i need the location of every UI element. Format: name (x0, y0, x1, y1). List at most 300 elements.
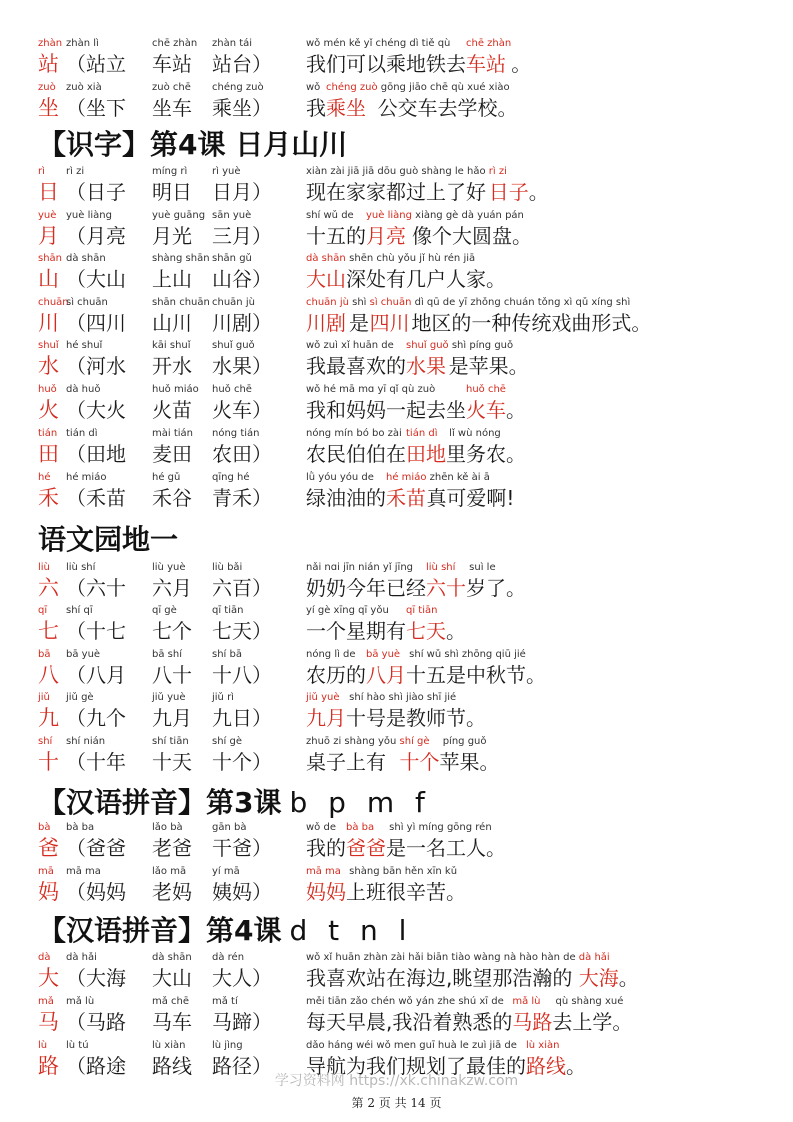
hanzi: 上山 (152, 267, 192, 291)
hanzi: 七天） (212, 619, 272, 643)
example-sentence (306, 340, 529, 380)
sentence-highlight (306, 692, 346, 732)
pinyin: gōng jiāo chē qù xué xiào (377, 82, 510, 93)
pinyin: tián dì (66, 428, 98, 439)
sentence-segment (306, 340, 406, 380)
hanzi: （十年 (66, 750, 126, 774)
hanzi: 马 (38, 1010, 59, 1034)
hanzi: 十个） (212, 750, 272, 774)
pinyin: sì chuān (66, 297, 108, 308)
vocab-character (38, 562, 59, 602)
hanzi: 农田） (212, 442, 272, 466)
hanzi: 我最喜欢的 (306, 354, 406, 378)
pinyin: lǐ wù nóng (446, 428, 501, 439)
hanzi: 路径） (212, 1054, 272, 1078)
vocab-character (38, 649, 59, 689)
pinyin: chē zhàn (466, 38, 512, 49)
hanzi: （六十 (66, 576, 126, 600)
pinyin: sān yuè (212, 210, 252, 221)
sentence-segment (378, 82, 518, 122)
hanzi: 禾 (38, 486, 59, 510)
pinyin: liù (38, 562, 50, 573)
hanzi: （爸爸 (66, 836, 126, 860)
hanzi: 大人） (212, 966, 272, 990)
vocab-word (152, 384, 199, 424)
pinyin: qīng hé (212, 472, 250, 483)
hanzi: 八月 (366, 663, 406, 687)
vocab-word (212, 253, 272, 293)
vocab-row (0, 297, 793, 341)
vocab-word (212, 384, 272, 424)
sentence-highlight (366, 649, 406, 689)
sentence-highlight (579, 952, 619, 992)
pinyin: lù tú (66, 1040, 89, 1051)
pinyin: rì yuè (212, 166, 241, 177)
pinyin: shān chuān (152, 297, 210, 308)
example-sentence (306, 605, 466, 645)
hanzi: 我的 (306, 836, 346, 860)
hanzi: 妈 (38, 880, 59, 904)
sentence-segment (346, 253, 506, 293)
pinyin: kāi shuǐ (152, 340, 191, 351)
hanzi: （十七 (66, 619, 126, 643)
pinyin: zhàn lì (66, 38, 99, 49)
hanzi: 爸 (38, 836, 59, 860)
pinyin: qī gè (152, 605, 177, 616)
pinyin: shuǐ guǒ (212, 340, 255, 351)
pinyin: yuè liàng (66, 210, 112, 221)
vocab-word (66, 472, 126, 512)
vocab-word (212, 736, 272, 776)
vocab-word (152, 166, 192, 206)
vocab-row (0, 996, 793, 1040)
pinyin: shuǐ guǒ (406, 340, 449, 351)
sentence-segment (511, 38, 531, 78)
pinyin: huǒ chē (466, 384, 506, 395)
hanzi: 我和妈妈一起去坐 (306, 398, 466, 422)
vocab-word (212, 210, 272, 250)
vocab-word (152, 428, 193, 468)
hanzi: 去上学。 (552, 1010, 633, 1034)
hanzi: 禾苗 (386, 486, 426, 510)
pinyin: píng guǒ (439, 736, 487, 747)
pinyin: zuò chē (152, 82, 191, 93)
pinyin: shuǐ (38, 340, 59, 351)
vocab-word (212, 866, 272, 906)
pinyin: zhàn (38, 38, 63, 49)
vocab-word (66, 210, 126, 250)
hanzi: （八月 (66, 663, 126, 687)
pinyin: yí gè xīng qī yǒu (306, 605, 392, 616)
pinyin: lù jìng (212, 1040, 243, 1051)
example-sentence (306, 822, 506, 862)
hanzi: 是一名工人。 (386, 836, 506, 860)
hanzi: 苹果。 (439, 750, 500, 774)
pinyin: nóng lì de (306, 649, 359, 660)
hanzi: 路 (38, 1054, 59, 1078)
vocab-word (152, 210, 205, 250)
hanzi: （田地 (66, 442, 126, 466)
vocab-row (0, 253, 793, 297)
vocab-word (212, 692, 272, 732)
hanzi: 明日 (152, 180, 192, 204)
vocab-word (152, 649, 192, 689)
vocab-word (66, 82, 126, 122)
pinyin: lù xiàn (526, 1040, 560, 1051)
sentence-segment (306, 472, 386, 512)
vocab-row (0, 340, 793, 384)
example-sentence (306, 82, 518, 122)
section-title: 【识字】第4课 日月山川 (38, 128, 348, 161)
vocab-word (212, 82, 272, 122)
pinyin: chuān jù (306, 297, 349, 308)
hanzi: 地区的一种传统戏曲形式。 (411, 311, 652, 335)
hanzi: 九 (38, 706, 59, 730)
hanzi: （站立 (66, 52, 126, 76)
vocab-word (212, 428, 272, 468)
hanzi: 日月） (212, 180, 272, 204)
hanzi: 一个星期有 (306, 619, 406, 643)
hanzi: 真可爱啊! (426, 486, 515, 510)
pinyin: qī tiān (212, 605, 244, 616)
hanzi: 妈妈 (306, 880, 346, 904)
vocab-word (66, 866, 126, 906)
hanzi: 六月 (152, 576, 192, 600)
sentence-segment (446, 605, 466, 645)
vocab-row (0, 166, 793, 210)
hanzi: 山谷） (212, 267, 272, 291)
pinyin: wǒ xǐ huān zhàn zài hǎi biān tiào wàng nà hào hàn de (306, 952, 579, 963)
hanzi: 十 (38, 750, 59, 774)
vocab-word (212, 605, 272, 645)
hanzi: 十五是中秋节。 (406, 663, 546, 687)
example-sentence (306, 472, 514, 512)
hanzi: 十五的 (306, 224, 366, 248)
sentence-segment (449, 340, 529, 380)
hanzi: 是苹果。 (448, 354, 529, 378)
pinyin: wǒ de (306, 822, 340, 833)
hanzi: 姨妈） (212, 880, 272, 904)
hanzi: 。 (511, 52, 532, 76)
vocab-word (66, 605, 126, 645)
hanzi: 日子 (488, 180, 529, 204)
vocab-row (0, 82, 793, 126)
hanzi: 月亮 (366, 224, 406, 248)
vocab-word (66, 562, 126, 602)
pinyin: dà hǎi (578, 952, 610, 963)
example-sentence (306, 692, 486, 732)
hanzi: 公交车去学校。 (377, 96, 518, 120)
hanzi: 火车） (212, 398, 272, 422)
hanzi: 车站 (152, 52, 192, 76)
hanzi: 乘坐 (326, 96, 366, 120)
hanzi: 十天 (152, 750, 192, 774)
sentence-segment (406, 649, 546, 689)
sentence-segment (306, 82, 326, 122)
pinyin: chuān (38, 297, 69, 308)
pinyin: shān (38, 253, 63, 264)
vocab-character (38, 996, 59, 1036)
sentence-segment (412, 210, 532, 250)
pinyin: dà huǒ (66, 384, 101, 395)
example-sentence (306, 253, 506, 293)
sentence-segment (506, 384, 526, 424)
hanzi: 禾谷 (152, 486, 192, 510)
hanzi: 深处有几户人家。 (346, 267, 506, 291)
vocab-word (152, 38, 197, 78)
vocab-word (66, 428, 126, 468)
pinyin: xiàn zài jiā jiā dōu guò shàng le hǎo (306, 166, 489, 177)
vocab-word (212, 297, 272, 337)
pinyin: bā yuè (366, 649, 401, 660)
hanzi: （河水 (66, 354, 126, 378)
sentence-highlight (370, 297, 412, 337)
hanzi: 六十 (426, 576, 466, 600)
vocab-word (152, 605, 192, 645)
section-title: 语文园地一 (38, 523, 179, 556)
pinyin: shàng shān (152, 253, 210, 264)
pinyin: zhàn tái (212, 38, 253, 49)
pinyin: dì qū de yī zhǒng chuán tǒng xì qǔ xíng shì (411, 297, 631, 308)
vocab-word (152, 82, 192, 122)
vocab-word (66, 952, 126, 992)
sentence-segment (306, 384, 466, 424)
hanzi: 麦田 (152, 442, 192, 466)
vocab-word (66, 38, 126, 78)
vocab-row (0, 38, 793, 82)
sentence-segment (466, 562, 526, 602)
pinyin: mā (38, 866, 54, 877)
pinyin: mǎ (38, 996, 54, 1007)
pinyin: tián (38, 428, 58, 439)
pinyin: bà ba (346, 822, 375, 833)
example-sentence (306, 210, 532, 250)
vocab-word (66, 253, 126, 293)
vocab-row (0, 822, 793, 866)
pinyin: lù xiàn (152, 1040, 186, 1051)
hanzi: 乘坐） (212, 96, 272, 120)
pinyin: jiǔ (38, 692, 50, 703)
vocab-word (66, 297, 126, 337)
vocab-word (152, 562, 192, 602)
vocab-word (152, 253, 210, 293)
pinyin: shí gè (212, 736, 243, 747)
hanzi: 。 (618, 966, 639, 990)
vocab-word (66, 736, 126, 776)
pinyin: suì le (466, 562, 496, 573)
sentence-highlight (406, 340, 449, 380)
pinyin: gān bà (212, 822, 247, 833)
pinyin: bā (38, 649, 51, 660)
pinyin: zhēn kě ài ā (426, 472, 490, 483)
pinyin (619, 952, 639, 964)
hanzi: 我喜欢站在海边,眺望那浩瀚的 (306, 966, 573, 990)
sentence-highlight (326, 82, 378, 122)
hanzi: 青禾） (212, 486, 272, 510)
pinyin (529, 166, 549, 178)
pinyin: nóng tián (212, 428, 260, 439)
pinyin: hé gǔ (152, 472, 181, 483)
sentence-segment (306, 210, 366, 250)
vocab-word (212, 996, 272, 1036)
hanzi: 坐车 (152, 96, 192, 120)
sentence-highlight (366, 210, 412, 250)
example-sentence (306, 562, 526, 602)
hanzi: 六 (38, 576, 59, 600)
example-sentence (306, 736, 500, 776)
pinyin: shì yì míng gōng rén (386, 822, 492, 833)
vocab-character (38, 82, 59, 122)
pinyin: shí wǔ de (306, 210, 357, 221)
pinyin: dà hǎi (66, 952, 97, 963)
pinyin: shì píng guǒ (448, 340, 514, 351)
pinyin: liù bǎi (212, 562, 243, 573)
pinyin: jiǔ gè (66, 692, 94, 703)
pinyin: shàng bān hěn xīn kǔ (346, 866, 458, 877)
pinyin: jiǔ rì (212, 692, 234, 703)
hanzi: 大山 (152, 966, 192, 990)
hanzi: （四川 (66, 311, 126, 335)
pinyin: yuè guāng (152, 210, 206, 221)
hanzi: 站 (38, 52, 59, 76)
pinyin: liù shí (426, 562, 456, 573)
hanzi: 川 (38, 311, 59, 335)
pinyin: chéng zuò (212, 82, 264, 93)
pinyin: wǒ mén kě yǐ chéng dì tiě qù (306, 38, 454, 49)
hanzi: 马路 (512, 1010, 553, 1034)
hanzi: 我 (306, 96, 326, 120)
vocab-word (152, 472, 192, 512)
hanzi: 干爸） (212, 836, 272, 860)
pinyin: tián dì (406, 428, 438, 439)
pinyin: yuè (38, 210, 57, 221)
pinyin: shí hào shì jiào shī jié (346, 692, 457, 703)
hanzi: （九个 (66, 706, 126, 730)
pinyin: shān gǔ (212, 253, 252, 264)
vocab-character (38, 384, 59, 424)
vocab-word (212, 38, 272, 78)
vocab-word (212, 166, 272, 206)
example-sentence (306, 384, 526, 424)
hanzi: 八 (38, 663, 59, 687)
pinyin: liù yuè (152, 562, 186, 573)
pinyin: dà shān (306, 253, 346, 264)
vocab-word (66, 340, 126, 380)
pinyin: dà shān (66, 253, 106, 264)
hanzi: 里务农。 (446, 442, 526, 466)
sentence-highlight (406, 605, 446, 645)
pinyin: shēn chù yǒu jǐ hù rén jiā (346, 253, 476, 264)
vocab-word (152, 866, 192, 906)
hanzi: 山 (38, 267, 59, 291)
hanzi: 大海 (578, 966, 619, 990)
pinyin: dà shān (152, 952, 192, 963)
example-sentence (306, 649, 546, 689)
pinyin: bà ba (66, 822, 95, 833)
hanzi: 日 (38, 180, 59, 204)
pinyin: nǎi nɑi jīn nián yǐ jīng (306, 562, 417, 573)
sentence-highlight (512, 996, 552, 1036)
pinyin: bā shí (152, 649, 182, 660)
hanzi: 火苗 (152, 398, 192, 422)
vocab-character (38, 166, 59, 206)
pinyin: rì zi (488, 166, 507, 177)
pinyin: yí mā (212, 866, 240, 877)
pinyin: lǜ yóu yóu de (306, 472, 378, 483)
pinyin: wǒ (306, 82, 324, 93)
sentence-segment (529, 166, 549, 206)
hanzi: 十号是教师节。 (346, 706, 486, 730)
pinyin: lù (38, 1040, 48, 1051)
pinyin: yuè liàng (366, 210, 412, 221)
hanzi: 岁了。 (466, 576, 526, 600)
vocab-word (66, 649, 126, 689)
pinyin: rì zi (66, 166, 85, 177)
example-sentence (306, 297, 651, 337)
section-heading-shizi-4 (38, 128, 347, 162)
vocab-word (152, 340, 192, 380)
hanzi: （月亮 (66, 224, 126, 248)
vocab-character (38, 297, 69, 337)
vocab-row (0, 649, 793, 693)
pinyin: mā ma (66, 866, 101, 877)
hanzi: 十八） (212, 663, 272, 687)
hanzi: （禾苗 (66, 486, 126, 510)
hanzi: 十个 (399, 750, 440, 774)
hanzi: 路线 (152, 1054, 192, 1078)
pinyin: zhuō zi shàng yǒu (306, 736, 400, 747)
pinyin: míng rì (152, 166, 188, 177)
vocab-word (152, 822, 192, 862)
example-sentence (306, 166, 549, 206)
vocab-word (212, 649, 272, 689)
hanzi: 。 (528, 180, 549, 204)
pinyin: shì (348, 297, 370, 308)
vocab-character (38, 472, 59, 512)
pinyin: shí qī (66, 605, 93, 616)
vocab-character (38, 253, 62, 293)
vocab-character (38, 210, 59, 250)
hanzi: 现在家家都过上了好 (306, 180, 486, 204)
sentence-segment (349, 297, 370, 337)
vocab-character (38, 736, 59, 776)
section-title: 【汉语拼音】第4课 (38, 914, 282, 947)
vocab-word (212, 562, 272, 602)
sentence-segment (552, 996, 632, 1036)
sentence-highlight (306, 253, 346, 293)
vocab-character (38, 428, 59, 468)
pinyin: hé shuǐ (66, 340, 103, 351)
hanzi: 农历的 (306, 663, 366, 687)
hanzi: 每天早晨,我沿着熟悉的 (306, 1010, 513, 1034)
vocab-word (212, 952, 272, 992)
pinyin: bà (38, 822, 51, 833)
vocab-row (0, 605, 793, 649)
hanzi: 四川 (369, 311, 410, 335)
pinyin (506, 384, 526, 396)
pinyin: mǎ lù (512, 996, 541, 1007)
sentence-highlight (386, 472, 426, 512)
pinyin: shí wǔ shì zhōng qiū jié (406, 649, 526, 660)
hanzi: 马车 (152, 1010, 192, 1034)
pinyin: sì chuān (369, 297, 412, 308)
pinyin: qù shàng xué (552, 996, 624, 1007)
sentence-segment (306, 166, 489, 206)
vocab-word (152, 952, 192, 992)
vocab-word (66, 384, 126, 424)
hanzi: 农民伯伯在 (306, 442, 406, 466)
hanzi: （大山 (66, 267, 126, 291)
